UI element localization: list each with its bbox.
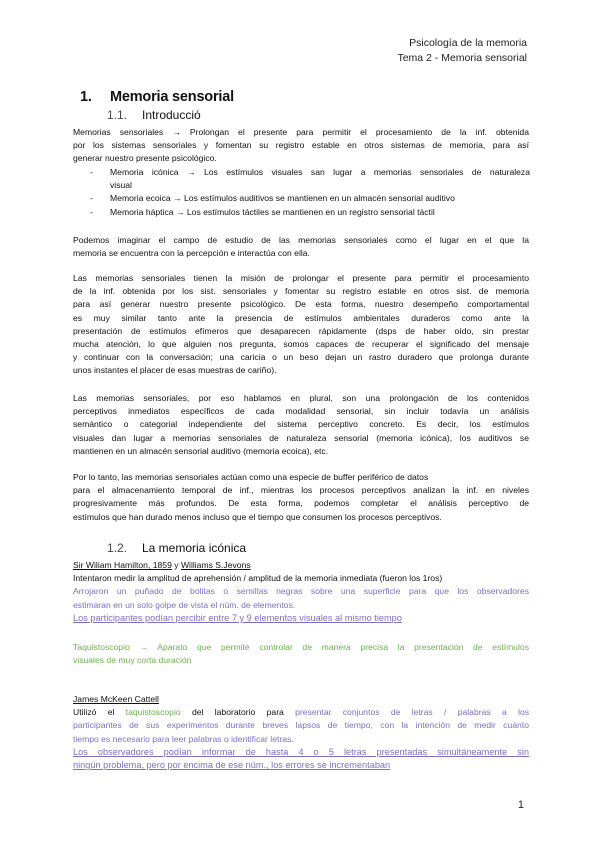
section-1-2-number: 1.2. [107, 541, 128, 555]
paragraph-line: para el almacenamiento temporal de inf., mientras los procesos perceptivos analizan la inf. en niveles [73, 485, 529, 496]
intro-line: Memorias sensoriales → Prolongan el presente para permitir el procesamiento de la inf. obtenida [73, 127, 529, 137]
section-1-heading [80, 89, 234, 105]
paragraph-line: y continuar con la conversación; una caricia o un beso dejan un rastro duradero que prolonga durante [73, 352, 529, 363]
section-1-1-title: Introducció [142, 108, 201, 122]
section-1-2-title: La memoria icónica [142, 541, 247, 555]
paragraph-line: semántico o categorial independiente del sistema perceptivo concreto. Es decir, los estímulos [73, 419, 529, 430]
paragraph-line: mucha atención, lo que alguien nos pregunta, somos capaces de recuperar el significado del mensaje [73, 339, 529, 350]
intro-line: generar nuestro presente psicológico. [73, 153, 217, 164]
intro-paragraph [73, 126, 529, 166]
taquistoscopio-term: taquistoscopio [125, 707, 181, 718]
paragraph-line: progresivamente más profundos. De esta forma, podemos completar el análisis perceptivo de [73, 498, 529, 509]
paragraph-line: para así generar nuestro presente psicológico. De esta forma, nuestro desempeño comportamental [73, 299, 529, 310]
paragraph-mision [73, 272, 529, 378]
header-course: Psicología de la memoria [409, 37, 527, 49]
paragraph-line: memoria se encuentra con la percepción e interactúa con ella. [73, 248, 310, 259]
taquistoscopio-definition [73, 641, 529, 667]
list-item-iconica: - Memoria icónica → Los estímulos visuales san lugar a memorias sensoriales de naturaleza [90, 166, 530, 179]
paragraph-line: es muy similar tanto ante la presencia de estímulos ambientales duraderos como ante la [73, 312, 529, 323]
hamilton-summary: Intentaron medir la amplitud de aprehensión / amplitud de la memoria inmediata (fueron los 1ros) [73, 573, 443, 584]
definition-line: Taquistoscopio → Aparato que permite controlar de manera precisa la presentación de estímulos [73, 642, 529, 652]
section-1-title: Memoria sensorial [110, 89, 234, 105]
section-1-number: 1. [80, 89, 92, 105]
author-conjunction: y [174, 560, 179, 570]
author-jevons: Williams S.Jevons [180, 560, 251, 570]
page-header [397, 36, 527, 66]
authors-line [73, 559, 529, 572]
section-1-2-heading [107, 541, 246, 555]
list-item-iconica-cont: visual [110, 180, 132, 191]
intro-line: por los sistemas sensoriales y fomentan su registro estable en otros sistemas de memoria, para así [73, 140, 529, 151]
section-1-1-heading [107, 108, 201, 122]
author-cattell: James McKeen Cattell [73, 694, 159, 704]
paragraph-line: Podemos imaginar el campo de estudio de las memorias sensoriales como el lugar en el que la [73, 235, 529, 245]
paragraph-campo [73, 234, 529, 260]
section-1-1-number: 1.1. [107, 108, 128, 122]
definition-line: visuales de muy corta duración [73, 655, 192, 666]
list-item-ecoica: - Memoria ecoica → Los estímulos auditivos se mantienen en un almacén sensorial auditivo [90, 192, 530, 205]
paragraph-plural [73, 392, 529, 458]
cattell-block [73, 693, 529, 772]
paragraph-buffer [73, 471, 529, 524]
cattell-result: Los observadores podían informar de hasta 4 o 5 letras presentadas simultáneamente sin [73, 746, 529, 757]
cattell-line: participantes de sus experimentos durante breves lapsos de tiempo, con la intención de medir cuánto [73, 720, 529, 731]
paragraph-line: de la inf. obtenida por los sist. sensoriales y fomentar su registro estable en otros sist. de memoria [73, 286, 529, 297]
paragraph-line: Por lo tanto, las memorias sensoriales actúan como una especie de buffer periférico de datos [73, 472, 429, 482]
memory-types-list [90, 166, 530, 219]
hamilton-block [73, 559, 529, 625]
author-hamilton: Sir Wiliam Hamilton, 1859 [73, 560, 172, 570]
paragraph-line: presentación de estímulos efímeros que desaparecen rápidamente (dsps de haber oído, sin prestar [73, 325, 529, 336]
cattell-line: tiempo es necesario para leer palabras o identificar letras. [73, 733, 294, 744]
cattell-line: Utilizó el taquistoscopio del laboratorio para presentar conjuntos de letras / palabras a los [73, 707, 530, 718]
paragraph-line: unos instantes el placer de esas muestras de cariño). [73, 365, 277, 376]
paragraph-line: perceptivos inmediatos específicos de cada modalidad sensorial, sin incluir todavía un análisis [73, 406, 529, 417]
header-topic: Tema 2 - Memoria sensorial [397, 52, 527, 64]
paragraph-line: Las memorias sensoriales, por eso hablamos en plural, son una prolongación de los contenidos [73, 393, 529, 403]
paragraph-line: estímulos que han durado menos incluso que el tiempo que consumen los procesos perceptivos. [73, 511, 442, 522]
cattell-result: ningún problema, pero por encima de ese núm., los errores se incrementaban [73, 760, 391, 771]
list-item-haptica: - Memoria háptica → Los estímulos táctiles se mantienen en un registro sensorial táctil [90, 206, 530, 219]
paragraph-line: mantienen en un almacén sensorial auditivo (memoria ecoica), etc. [73, 445, 329, 456]
page-number: 1 [517, 799, 524, 811]
paragraph-line: visuales dan lugar a memorias sensoriales de naturaleza sensorial (memoria icónica), los auditivos se [73, 432, 529, 443]
hamilton-method-line: estimaran en un solo golpe de vista el núm. de elementos. [73, 599, 296, 610]
hamilton-result: Los participantes podían percibir entre 7 y 9 elementos visuales al mismo tiempo [73, 612, 402, 623]
hamilton-method-line: Arrojaron un puñado de bolitas o semillas negras sobre una superficie para que los observadores [73, 586, 529, 597]
paragraph-line: Las memorias sensoriales tienen la misión de prolongar el presente para permitir el procesamiento [73, 273, 529, 283]
